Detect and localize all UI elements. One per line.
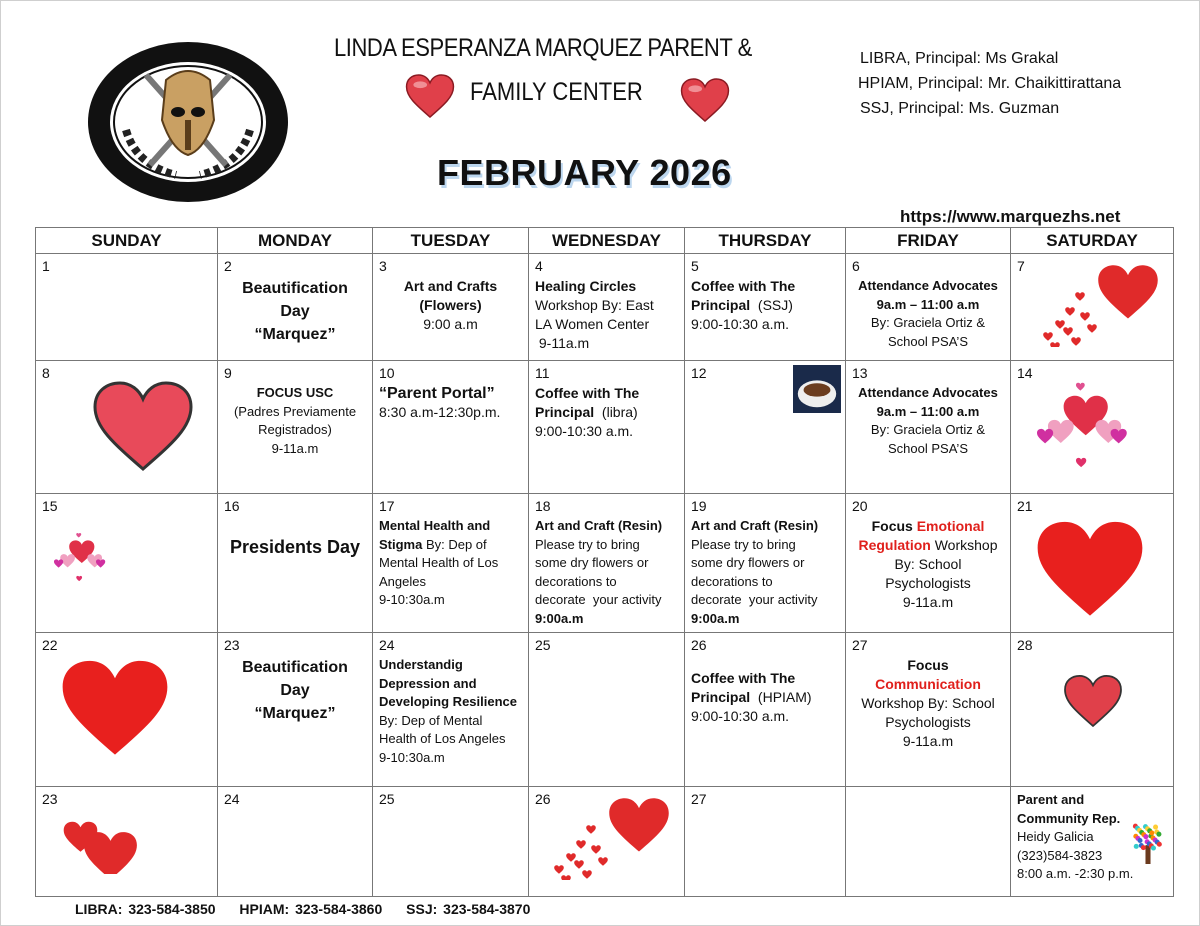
event-text: Communication bbox=[875, 676, 981, 692]
day-number: 23 bbox=[42, 791, 58, 807]
event-details bbox=[852, 656, 1004, 751]
day-number: 17 bbox=[379, 498, 395, 514]
calendar-day-cell[interactable] bbox=[1011, 494, 1174, 633]
event-line bbox=[379, 573, 522, 592]
event-text: some dry flowers or bbox=[691, 555, 805, 570]
event-line bbox=[224, 403, 366, 422]
event-text: Psychologists bbox=[885, 714, 971, 730]
event-line bbox=[535, 610, 678, 629]
calendar-day-cell[interactable] bbox=[218, 254, 373, 361]
event-text: Emotional bbox=[916, 518, 985, 534]
calendar-day-cell[interactable] bbox=[1011, 787, 1174, 897]
day-number: 27 bbox=[852, 637, 868, 653]
event-line bbox=[852, 277, 1004, 296]
school-website-link[interactable]: https://www.marquezhs.net bbox=[900, 207, 1121, 226]
event-text: Coffee with The bbox=[691, 670, 796, 686]
event-text: Healing Circles bbox=[535, 278, 637, 294]
event-text: Attendance Advocates bbox=[858, 278, 998, 293]
calendar-day-cell[interactable] bbox=[36, 494, 218, 633]
event-line bbox=[379, 749, 522, 768]
event-text: Mental Health of Los bbox=[379, 555, 499, 570]
calendar-day-cell[interactable] bbox=[685, 361, 846, 494]
calendar-day-cell[interactable] bbox=[685, 254, 846, 361]
event-text: Art and Craft (Resin) bbox=[691, 518, 819, 533]
event-text: LA Women Center bbox=[535, 316, 650, 332]
event-line bbox=[691, 573, 839, 592]
weekday-header: FRIDAY bbox=[846, 228, 1011, 254]
day-number: 11 bbox=[535, 365, 550, 381]
event-line bbox=[379, 554, 522, 573]
event-text: Day bbox=[280, 682, 310, 699]
heart-small-icon bbox=[1056, 673, 1130, 728]
footer-phones bbox=[75, 901, 548, 917]
center-title-line1: LINDA ESPERANZA MARQUEZ PARENT & bbox=[334, 34, 752, 62]
event-text: 9:00a.m bbox=[535, 610, 584, 626]
heart-large-icon bbox=[91, 379, 196, 471]
event-line bbox=[224, 323, 366, 346]
event-text: “Parent Portal” bbox=[379, 385, 495, 402]
event-line bbox=[691, 536, 839, 555]
event-text: 9-10:30a.m bbox=[379, 749, 445, 765]
event-line bbox=[535, 422, 678, 441]
day-number: 24 bbox=[379, 637, 395, 653]
calendar-day-cell[interactable] bbox=[218, 787, 373, 897]
calendar-day-cell[interactable] bbox=[373, 361, 529, 494]
event-text: decorations to bbox=[691, 573, 773, 589]
event-line bbox=[379, 403, 522, 422]
event-line bbox=[535, 296, 678, 315]
day-number: 23 bbox=[224, 637, 240, 653]
event-text: Principal bbox=[691, 297, 751, 313]
event-line bbox=[224, 421, 366, 440]
event-line bbox=[852, 296, 1004, 315]
event-text: Coffee with The bbox=[691, 278, 796, 294]
day-number: 3 bbox=[379, 258, 387, 274]
event-text: FOCUS USC bbox=[256, 385, 334, 400]
event-line bbox=[379, 675, 522, 694]
calendar-day-cell[interactable] bbox=[529, 494, 685, 633]
event-text: (Padres Previamente bbox=[233, 403, 357, 419]
event-line bbox=[535, 384, 678, 403]
event-details bbox=[535, 517, 678, 628]
event-text: Understandig bbox=[379, 657, 463, 672]
calendar-day-cell[interactable] bbox=[529, 254, 685, 361]
event-text: decorate your activity bbox=[535, 592, 662, 607]
event-text: 9:00-10:30 a.m. bbox=[691, 708, 790, 724]
day-number: 12 bbox=[691, 365, 707, 381]
event-text: 9-11a.m bbox=[902, 733, 954, 749]
event-line bbox=[852, 656, 1004, 675]
event-line bbox=[852, 732, 1004, 751]
event-line bbox=[224, 656, 366, 679]
event-details bbox=[852, 277, 1004, 351]
event-details bbox=[224, 656, 366, 725]
calendar-grid bbox=[35, 227, 1174, 897]
phone-libra: LIBRA: 323-584-3850 bbox=[75, 901, 216, 917]
center-title-line2: FAMILY CENTER bbox=[470, 78, 643, 106]
event-details bbox=[852, 384, 1004, 458]
weekday-header: SATURDAY bbox=[1011, 228, 1174, 254]
event-line bbox=[691, 296, 839, 315]
event-text: decorate your activity bbox=[691, 592, 818, 607]
event-line bbox=[691, 277, 839, 296]
event-text: 9:00-10:30 a.m. bbox=[535, 423, 634, 439]
event-line bbox=[224, 538, 366, 557]
event-line bbox=[691, 315, 839, 334]
event-text: 9-11a.m bbox=[271, 440, 319, 456]
calendar-day-cell[interactable] bbox=[846, 494, 1011, 633]
event-text: Developing Resilience bbox=[379, 694, 517, 709]
event-line bbox=[535, 403, 678, 422]
event-text: By: Dep of bbox=[422, 536, 487, 552]
event-text: School PSA’S bbox=[888, 440, 968, 456]
day-number: 24 bbox=[224, 791, 240, 807]
event-text: 9a.m – 11:00 a.m bbox=[876, 296, 980, 312]
principal-ssj: SSJ, Principal: Ms. Guzman bbox=[860, 100, 1060, 117]
event-line bbox=[379, 536, 522, 555]
event-line bbox=[852, 421, 1004, 440]
event-text: some dry flowers or bbox=[535, 555, 649, 570]
event-text: 8:00 a.m. -2:30 p.m. bbox=[1017, 866, 1134, 881]
event-line bbox=[691, 554, 839, 573]
day-number: 20 bbox=[852, 498, 868, 514]
event-text: decorations to bbox=[535, 573, 617, 589]
event-line bbox=[224, 384, 366, 403]
heart-big-icon bbox=[1026, 516, 1154, 616]
handprint-tree-icon bbox=[1127, 809, 1169, 877]
event-text: 8:30 a.m-12:30p.m. bbox=[379, 404, 501, 420]
event-text: Focus bbox=[871, 518, 917, 534]
event-line bbox=[852, 517, 1004, 536]
event-text: (libra) bbox=[594, 404, 638, 420]
event-text: Beautification bbox=[242, 280, 348, 297]
calendar-day-cell[interactable] bbox=[373, 254, 529, 361]
event-line bbox=[852, 574, 1004, 593]
event-text: Beautification bbox=[242, 659, 348, 676]
event-text: Depression and bbox=[379, 675, 477, 691]
event-text: Art and Crafts bbox=[403, 278, 498, 294]
event-text: Regulation bbox=[858, 537, 931, 553]
event-details bbox=[224, 277, 366, 346]
heart-icon bbox=[676, 78, 734, 122]
event-line bbox=[852, 555, 1004, 574]
calendar-day-cell[interactable] bbox=[529, 633, 685, 787]
event-text: By: Graciela Ortiz & bbox=[870, 422, 986, 437]
event-line bbox=[224, 440, 366, 459]
event-text: Please try to bring bbox=[535, 536, 640, 552]
event-text: 9:00-10:30 a.m. bbox=[691, 316, 790, 332]
event-text: By: Graciela Ortiz & bbox=[870, 315, 986, 330]
day-number: 27 bbox=[691, 791, 707, 807]
day-number: 14 bbox=[1017, 365, 1033, 381]
event-line bbox=[379, 517, 522, 536]
event-line bbox=[691, 610, 839, 629]
phone-hpiam: HPIAM: 323-584-3860 bbox=[239, 901, 383, 917]
heart-trail-icon bbox=[546, 795, 676, 880]
calendar-day-cell[interactable] bbox=[373, 787, 529, 897]
event-text: Workshop bbox=[930, 537, 998, 553]
event-details bbox=[691, 517, 839, 628]
event-line bbox=[852, 440, 1004, 459]
event-line bbox=[379, 384, 522, 403]
coffee-cup-icon bbox=[793, 365, 841, 413]
event-line bbox=[535, 277, 678, 296]
event-line bbox=[691, 688, 839, 707]
calendar-day-cell[interactable] bbox=[1011, 254, 1174, 361]
event-line bbox=[852, 694, 1004, 713]
event-text: By: Dep of Mental bbox=[379, 712, 483, 728]
calendar-day-cell[interactable] bbox=[36, 361, 218, 494]
event-text: Angeles bbox=[379, 573, 426, 589]
event-line bbox=[224, 300, 366, 323]
principals-list bbox=[860, 46, 1121, 121]
day-number: 4 bbox=[535, 258, 543, 274]
event-text: Community Rep. bbox=[1017, 810, 1121, 826]
heart-cluster-icon bbox=[1019, 381, 1144, 473]
event-text: School PSA’S bbox=[888, 333, 968, 349]
event-line bbox=[852, 384, 1004, 403]
event-line bbox=[852, 675, 1004, 694]
event-line bbox=[852, 713, 1004, 732]
calendar-day-cell[interactable] bbox=[846, 361, 1011, 494]
event-text: Health of Los Angeles bbox=[379, 731, 506, 746]
event-line bbox=[535, 517, 678, 536]
weekday-header: TUESDAY bbox=[373, 228, 529, 254]
event-text: By: School bbox=[894, 556, 962, 572]
calendar-day-cell[interactable] bbox=[1011, 633, 1174, 787]
heart-pair-icon bbox=[61, 819, 141, 874]
event-line bbox=[852, 333, 1004, 352]
event-text: Day bbox=[280, 303, 310, 320]
event-text: Principal bbox=[691, 689, 751, 705]
calendar-day-cell[interactable] bbox=[529, 787, 685, 897]
event-details bbox=[379, 277, 522, 334]
calendar-day-cell[interactable] bbox=[218, 494, 373, 633]
weekday-header: SUNDAY bbox=[36, 228, 218, 254]
principal-hpiam: HPIAM, Principal: Mr. Chaikittirattana bbox=[858, 75, 1122, 92]
heart-cluster-small-icon bbox=[41, 532, 136, 602]
event-details bbox=[852, 517, 1004, 612]
day-number: 18 bbox=[535, 498, 551, 514]
event-text: Heidy Galicia bbox=[1017, 829, 1094, 844]
event-text: “Marquez” bbox=[254, 326, 336, 343]
event-line bbox=[224, 679, 366, 702]
day-number: 8 bbox=[42, 365, 50, 381]
event-line bbox=[852, 536, 1004, 555]
event-details bbox=[535, 384, 678, 441]
event-line bbox=[535, 536, 678, 555]
calendar-day-cell[interactable] bbox=[685, 787, 846, 897]
event-text: Parent and bbox=[1017, 792, 1085, 807]
event-line bbox=[535, 591, 678, 610]
event-details bbox=[379, 656, 522, 767]
event-details bbox=[379, 517, 522, 610]
heart-trail-icon bbox=[1035, 262, 1165, 347]
day-number: 25 bbox=[535, 637, 551, 653]
day-number: 16 bbox=[224, 498, 240, 514]
event-text: “Marquez” bbox=[254, 705, 336, 722]
event-text: Workshop By: School bbox=[861, 695, 995, 711]
event-line bbox=[852, 593, 1004, 612]
event-text: 9-10:30a.m bbox=[379, 592, 445, 607]
calendar-day-cell[interactable] bbox=[36, 787, 218, 897]
event-text: Principal bbox=[535, 404, 595, 420]
event-line bbox=[535, 573, 678, 592]
calendar-day-cell[interactable] bbox=[685, 633, 846, 787]
day-number: 26 bbox=[535, 791, 551, 807]
event-line bbox=[852, 314, 1004, 333]
day-number: 5 bbox=[691, 258, 699, 274]
day-number: 22 bbox=[42, 637, 58, 653]
event-details bbox=[535, 277, 678, 353]
event-text: (HPIAM) bbox=[750, 689, 812, 705]
event-text: Please try to bring bbox=[691, 536, 796, 552]
event-line bbox=[535, 554, 678, 573]
weekday-header: THURSDAY bbox=[685, 228, 846, 254]
day-number: 26 bbox=[691, 637, 707, 653]
day-number: 19 bbox=[691, 498, 707, 514]
event-line bbox=[379, 315, 522, 334]
day-number: 15 bbox=[42, 498, 58, 514]
day-number: 10 bbox=[379, 365, 395, 381]
event-details bbox=[379, 384, 522, 422]
phone-ssj: SSJ: 323-584-3870 bbox=[406, 901, 531, 917]
event-line bbox=[379, 591, 522, 610]
day-number: 28 bbox=[1017, 637, 1033, 653]
event-line bbox=[535, 334, 678, 353]
day-number: 7 bbox=[1017, 258, 1025, 274]
event-text: Attendance Advocates bbox=[858, 385, 998, 400]
event-text: 9:00a.m bbox=[691, 610, 740, 626]
event-text: Registrados) bbox=[258, 422, 332, 437]
event-line bbox=[224, 277, 366, 300]
event-text: Psychologists bbox=[885, 575, 971, 591]
event-text: (SSJ) bbox=[750, 297, 793, 313]
event-line bbox=[691, 669, 839, 688]
calendar-day-cell[interactable] bbox=[218, 361, 373, 494]
calendar-day-cell[interactable] bbox=[36, 633, 218, 787]
event-text: 9a.m – 11:00 a.m bbox=[876, 403, 980, 419]
event-text: Presidents Day bbox=[229, 537, 361, 557]
event-details bbox=[691, 669, 839, 726]
event-line bbox=[535, 315, 678, 334]
event-text: Mental Health and bbox=[379, 518, 491, 533]
month-title: FEBRUARY 2026 bbox=[437, 152, 732, 193]
calendar-day-cell[interactable] bbox=[529, 361, 685, 494]
event-text: Focus bbox=[907, 657, 949, 673]
weekday-header: MONDAY bbox=[218, 228, 373, 254]
principal-libra: LIBRA, Principal: Ms Grakal bbox=[860, 50, 1059, 67]
day-number: 25 bbox=[379, 791, 395, 807]
day-number: 21 bbox=[1017, 498, 1033, 514]
weekday-header: WEDNESDAY bbox=[529, 228, 685, 254]
event-line bbox=[379, 693, 522, 712]
calendar-day-cell[interactable] bbox=[685, 494, 846, 633]
day-number: 13 bbox=[852, 365, 868, 381]
calendar-day-cell[interactable] bbox=[373, 494, 529, 633]
calendar-day-cell[interactable] bbox=[846, 787, 1011, 897]
event-text: Workshop By: East bbox=[535, 297, 654, 313]
event-details bbox=[224, 538, 366, 557]
event-details bbox=[691, 277, 839, 334]
event-line bbox=[691, 707, 839, 726]
heart-icon bbox=[401, 74, 459, 118]
event-line bbox=[379, 656, 522, 675]
event-text: Coffee with The bbox=[535, 385, 640, 401]
event-line bbox=[852, 403, 1004, 422]
calendar-day-cell[interactable] bbox=[846, 254, 1011, 361]
day-number: 1 bbox=[42, 258, 50, 274]
event-line bbox=[379, 296, 522, 315]
event-line bbox=[224, 702, 366, 725]
event-line bbox=[379, 277, 522, 296]
event-line bbox=[691, 517, 839, 536]
day-number: 6 bbox=[852, 258, 860, 274]
calendar-day-cell[interactable] bbox=[373, 633, 529, 787]
day-number: 2 bbox=[224, 258, 232, 274]
calendar-day-cell[interactable] bbox=[846, 633, 1011, 787]
event-line bbox=[379, 712, 522, 731]
event-text: 9-11a.m bbox=[902, 594, 954, 610]
heart-big-icon bbox=[51, 655, 179, 755]
event-line bbox=[1017, 791, 1167, 810]
calendar-day-cell[interactable] bbox=[36, 254, 218, 361]
event-text: Stigma bbox=[379, 536, 423, 552]
event-text: 9-11a.m bbox=[535, 335, 590, 351]
event-details bbox=[224, 384, 366, 458]
day-number: 9 bbox=[224, 365, 232, 381]
calendar-day-cell[interactable] bbox=[218, 633, 373, 787]
event-text: (Flowers) bbox=[419, 297, 482, 313]
event-line bbox=[691, 591, 839, 610]
event-text: 9:00 a.m bbox=[423, 316, 478, 332]
school-logo bbox=[86, 40, 290, 204]
event-text: (323)584-3823 bbox=[1017, 847, 1103, 863]
event-text: Art and Craft (Resin) bbox=[535, 518, 663, 533]
calendar-day-cell[interactable] bbox=[1011, 361, 1174, 494]
event-line bbox=[379, 730, 522, 749]
